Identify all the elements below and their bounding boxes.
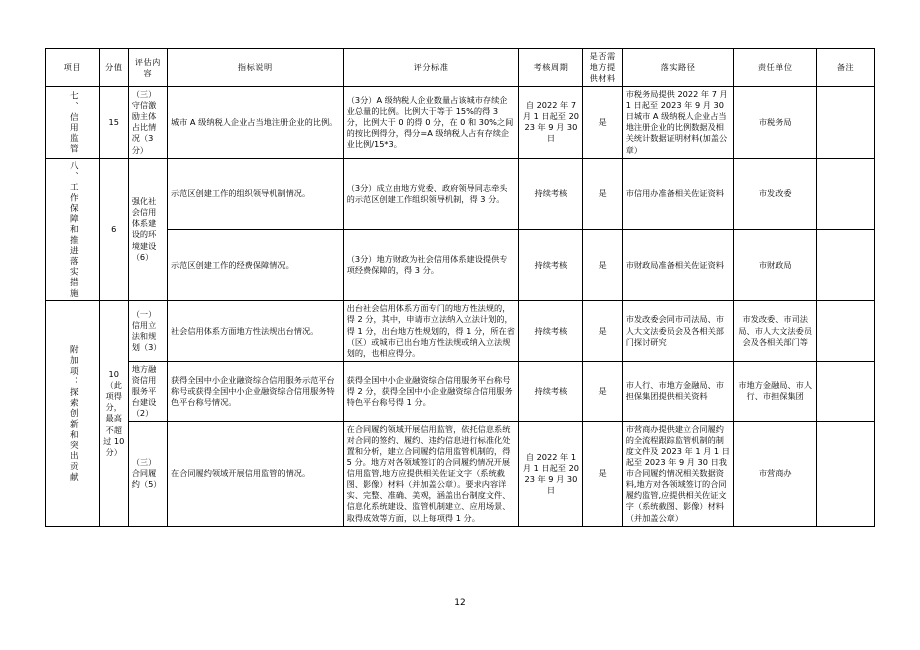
- cell-path: 市人行、市地方金融局、市担保集团提供相关资料: [622, 361, 734, 421]
- cell-criteria: （3分）成立由地方党委、政府领导同志牵头的示范区创建工作组织领导机制，得 3 分。: [343, 158, 519, 229]
- cell-criteria: 获得全国中小企业融资综合信用服务平台称号得 2 分，获得全国中小企业融资综合信用服务特色平台称号得 1 分。: [343, 361, 519, 421]
- cell-need-material: 是: [583, 301, 622, 361]
- cell-cycle: 持续考核: [519, 301, 583, 361]
- cell-need-material: 是: [583, 87, 622, 158]
- cell-unit: 市财政局: [734, 229, 817, 300]
- cell-unit: 市税务局: [734, 87, 817, 158]
- header-score: 分值: [99, 49, 128, 87]
- evaluation-table: [45, 48, 875, 527]
- cell-content: （三）合同履约（5）: [128, 422, 167, 527]
- table-row: [46, 301, 875, 361]
- cell-remark: [817, 361, 875, 421]
- cell-need-material: 是: [583, 229, 622, 300]
- page-number: 12: [454, 598, 466, 608]
- cell-criteria: （3分）A 级纳税人企业数量占该城市存续企业总量的比例。比例大于等于 15%的得 3 分，比例大于 0 的得 0 分，在 0 和 30%之间的按比例得分，得分=A 级纳税人占有存续企业比例/15*3。: [343, 87, 519, 158]
- cell-content: 地方融资信用服务平台建设（2）: [128, 361, 167, 421]
- table-row: [46, 87, 875, 158]
- header-content: 评估内容: [128, 49, 167, 87]
- header-unit: 责任单位: [734, 49, 817, 87]
- cell-content: （三）守信激励主体占比情况（3分）: [128, 87, 167, 158]
- cell-path: 市财政局准备相关佐证资料: [622, 229, 734, 300]
- header-cycle: 考核周期: [519, 49, 583, 87]
- cell-indicator: 社会信用体系方面地方性法规出台情况。: [167, 301, 343, 361]
- cell-path: 市发改委会同市司法局、市人大文法委员会及各相关部门探讨研究: [622, 301, 734, 361]
- header-indicator: 指标说明: [167, 49, 343, 87]
- cell-indicator: 示范区创建工作的经费保障情况。: [167, 229, 343, 300]
- cell-score: 15: [99, 87, 128, 158]
- cell-need-material: 是: [583, 158, 622, 229]
- header-need-material: 是否需地方提供材料: [583, 49, 622, 87]
- cell-path: 市信用办准备相关佐证资料: [622, 158, 734, 229]
- table-row: [46, 422, 875, 527]
- cell-unit: 市地方金融局、市人行、市担保集团: [734, 361, 817, 421]
- cell-indicator: 获得全国中小企业融资综合信用服务示范平台称号或获得全国中小企业融资综合信用服务特色平台称号情况。: [167, 361, 343, 421]
- cell-criteria: （3分）地方财政为社会信用体系建设提供专项经费保障的，得 3 分。: [343, 229, 519, 300]
- cell-unit: 市发改委: [734, 158, 817, 229]
- table-row: [46, 361, 875, 421]
- cell-criteria: 在合同履约领域开展信用监管，依托信息系统对合同的签约、履约、违约信息进行标准化处置和分析，建立合同履约信用监管机制的，得 5 分。地方对各领域签订的合同履约情况开展信用监管,地方应提供相关佐证文字（系统截图、影像）材料（并加盖公章）。要求内容详实、完整、准确、美观，涵盖出台制度文件、信息化系统建设、监管机制建立、应用场景、取得成效等方面，以上每项得 1 分。: [343, 422, 519, 527]
- cell-path: 市税务局提供 2022 年 7 月 1 日起至 2023 年 9 月 30 日城市 A 级纳税人企业占当地注册企业的比例数据及相关统计数据证明材料(加盖公章）: [622, 87, 734, 158]
- header-remark: 备注: [817, 49, 875, 87]
- cell-content: （一）信用立法和规划（3）: [128, 301, 167, 361]
- cell-cycle: 自 2022 年 7月 1 日起至 2023 年 9 月 30 日: [519, 87, 583, 158]
- header-criteria: 评分标准: [343, 49, 519, 87]
- cell-criteria: 出台社会信用体系方面专门的地方性法规的，得 2 分，其中，申请市立法纳入立法计划的，得 1 分，出台地方性规划的，得 1 分，所在省（区）或城市已出台地方性法规或纳入立法规划的，也相应得分。: [343, 301, 519, 361]
- cell-score: 10（此项得分，最高不超过 10 分）: [99, 301, 128, 526]
- cell-remark: [817, 301, 875, 361]
- table-row: [46, 229, 875, 300]
- cell-unit: 市发改委、市司法局、市人大文法委员会及各相关部门等: [734, 301, 817, 361]
- cell-score: 6: [99, 158, 128, 301]
- cell-cycle: 持续考核: [519, 361, 583, 421]
- cell-indicator: 城市 A 级纳税人企业占当地注册企业的比例。: [167, 87, 343, 158]
- cell-remark: [817, 422, 875, 527]
- cell-unit: 市营商办: [734, 422, 817, 527]
- cell-cycle: 持续考核: [519, 229, 583, 300]
- cell-need-material: 是: [583, 422, 622, 527]
- header-project: 项目: [46, 49, 100, 87]
- cell-remark: [817, 229, 875, 300]
- cell-need-material: 是: [583, 361, 622, 421]
- table-header-row: [46, 49, 875, 87]
- cell-remark: [817, 158, 875, 229]
- cell-path: 市营商办提供建立合同履约的全流程跟踪监管机制的制度文件及 2023 年 1 月 1 日起至 2023 年 9 月 30 日我市合同履约情况相关数据资料,地方对各领域签订的合同履约监管,应提供相关佐证文字（系统截图、影像）材料（并加盖公章）: [622, 422, 734, 527]
- evaluation-table-wrapper: [45, 48, 875, 527]
- cell-content: 强化社会信用体系建设的环境建设（6）: [128, 158, 167, 301]
- cell-indicator: 示范区创建工作的组织领导机制情况。: [167, 158, 343, 229]
- cell-cycle: 持续考核: [519, 158, 583, 229]
- cell-indicator: 在合同履约领域开展信用监管的情况。: [167, 422, 343, 527]
- cell-project: 附加项：探索创新和突出贡献: [46, 301, 100, 526]
- cell-project: 七、信用监管: [46, 87, 100, 158]
- cell-cycle: 自 2022 年 1月 1 日起至 2023 年 9 月 30 日: [519, 422, 583, 527]
- cell-remark: [817, 87, 875, 158]
- header-path: 落实路径: [622, 49, 734, 87]
- table-row: [46, 158, 875, 229]
- cell-project: 八、工作保障和推进落实措施: [46, 158, 100, 301]
